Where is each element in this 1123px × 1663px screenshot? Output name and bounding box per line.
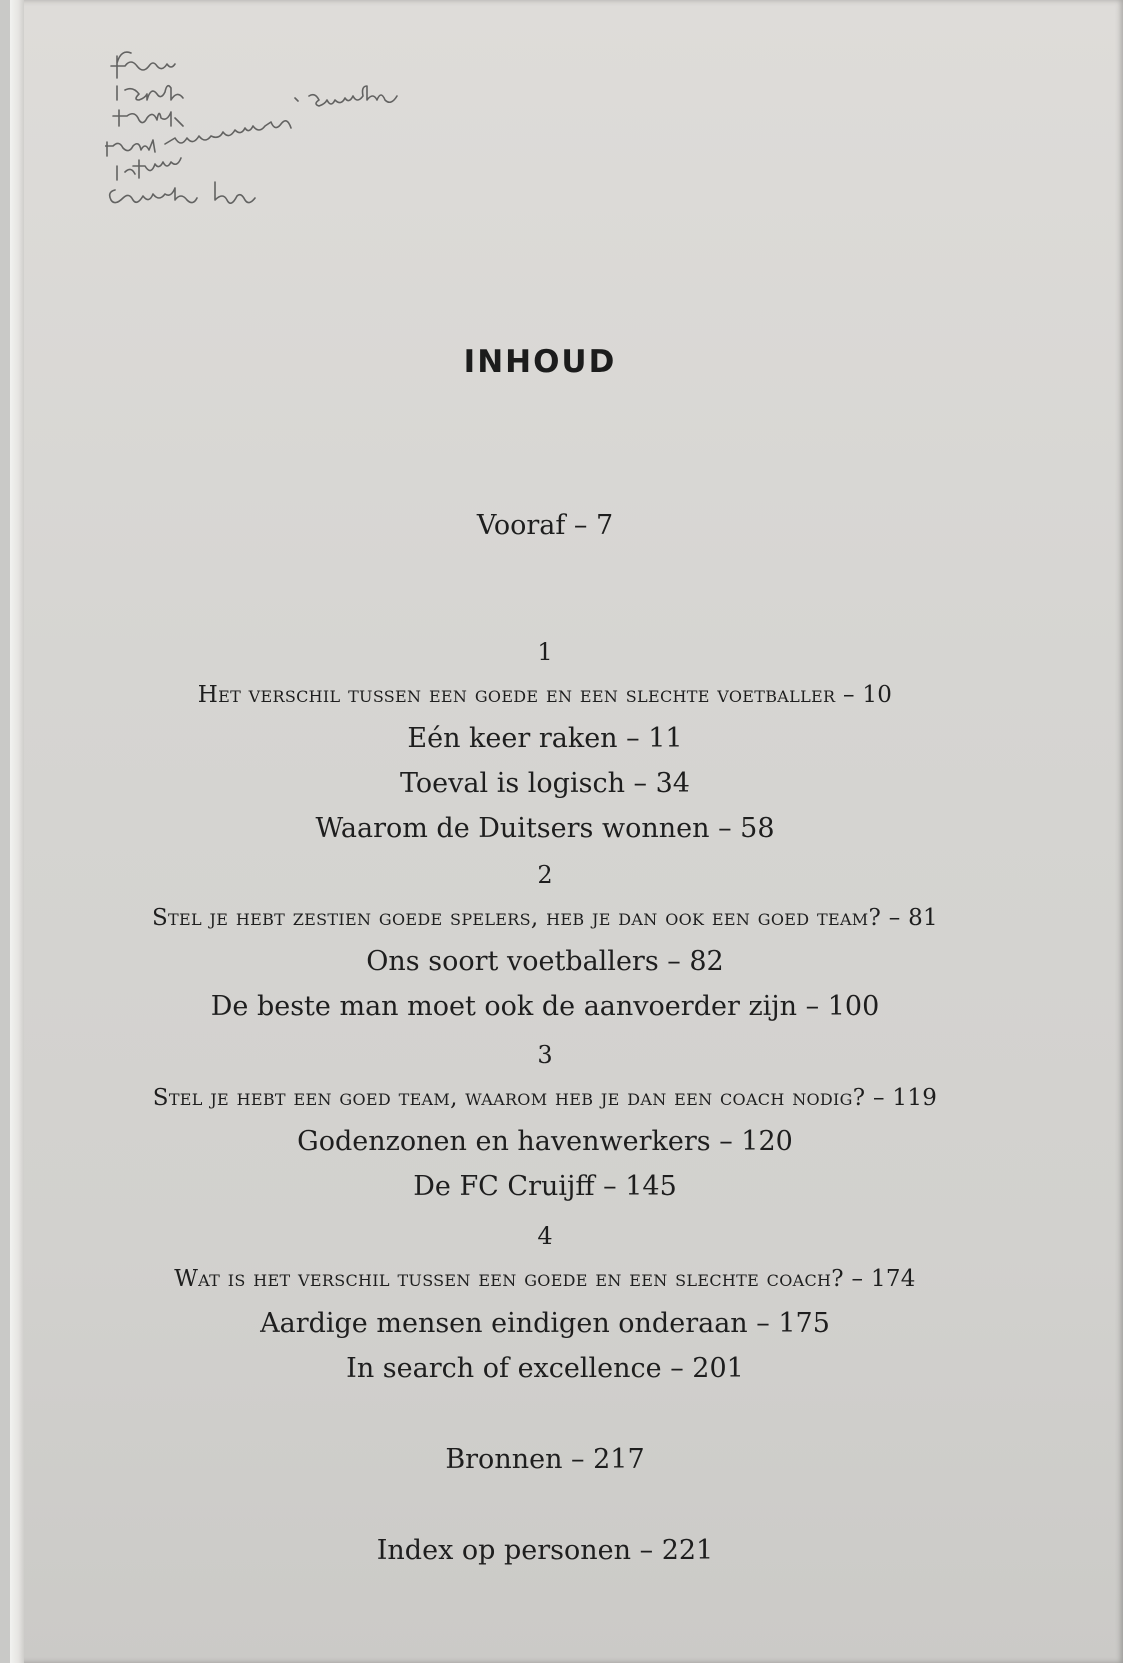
part-number-4: 4: [537, 1222, 553, 1250]
toc-entry: De FC Cruijff – 145: [413, 1171, 677, 1202]
page-title: INHOUD: [463, 344, 617, 380]
toc-index: Index op personen – 221: [376, 1535, 714, 1566]
toc-bronnen: Bronnen – 217: [445, 1444, 645, 1475]
part-heading-2: Stel je hebt zestien goede spelers, heb je dan ook een goed team? – 81: [152, 905, 938, 931]
toc-entry: In search of excellence – 201: [346, 1353, 744, 1384]
toc-entry: Ons soort voetballers – 82: [366, 946, 724, 977]
toc-entry: Eén keer raken – 11: [407, 723, 683, 754]
part-heading-4: Wat is het verschil tussen een goede en een slechte coach? – 174: [174, 1266, 916, 1292]
toc-entry: Toeval is logisch – 34: [400, 768, 690, 799]
toc-entry: Godenzonen en havenwerkers – 120: [297, 1126, 793, 1157]
toc-vooraf: Vooraf – 7: [476, 510, 614, 541]
part-heading-3: Stel je hebt een goed team, waarom heb je dan een coach nodig? – 119: [152, 1085, 938, 1111]
handwritten-notes: [105, 38, 525, 238]
toc-entry: Aardige mensen eindigen onderaan – 175: [260, 1308, 830, 1339]
toc-entry: Waarom de Duitsers wonnen – 58: [315, 813, 775, 844]
toc-entry: De beste man moet ook de aanvoerder zijn – 100: [210, 991, 880, 1022]
part-number-1: 1: [537, 638, 553, 666]
part-number-3: 3: [537, 1041, 553, 1069]
handwriting-sketch: [105, 38, 525, 238]
part-heading-1: Het verschil tussen een goede en een slechte voetballer – 10: [197, 682, 893, 708]
part-number-2: 2: [537, 861, 553, 889]
